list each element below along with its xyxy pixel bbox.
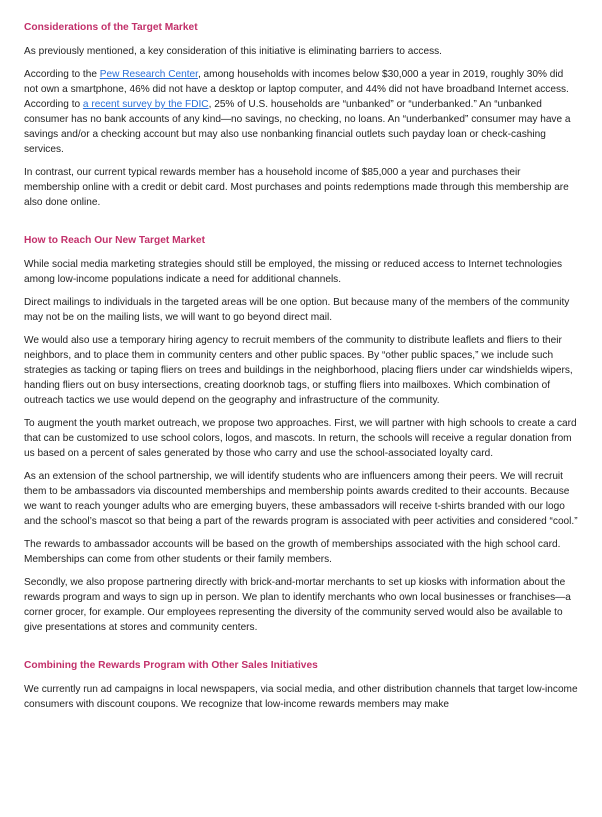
paragraph: The rewards to ambassador accounts will be based on the growth of memberships associated with the high school card. Memberships can come from other students or their family members.	[24, 539, 561, 565]
paragraph: Secondly, we also propose partnering directly with brick-and-mortar merchants to set up kiosks with information about the rewards program and ways to sign up in person. We plan to identify merchants who own local businesses or franchises—a corner grocer, for example. Our employees representing the diversity of the community served would also be available to give presentations at stores and community centers.	[24, 577, 571, 633]
paragraph: As an extension of the school partnership, we will identify students who are influencers among their peers. We will recruit them to be ambassadors via discounted memberships and membership points awards credited to their accounts. Because we want to reach younger adults who are emerging buyers, these ambassadors will receive t-shirts branded with our logo and the school’s mascot so that being a part of the rewards program is associated with peer activities and considered “cool.”	[24, 471, 578, 527]
paragraph: While social media marketing strategies should still be employed, the missing or reduced access to Internet technologies among low-income populations indicate a need for additional channels.	[24, 259, 563, 285]
paragraph: To augment the youth market outreach, we propose two approaches. First, we will partner with high schools to create a card that can be customized to use school colors, logos, and mascots. In return, the schools will receive a regular donation from us based on a percent of sales generated by those who carry and use the school-associated loyalty card.	[24, 418, 577, 459]
text-run: , 25% of U.S. households are “unbanked” or “underbanked.” An “unbanked consumer has no bank accounts of any kind—no savings, no checking, no loans. An “underbanked” consumer may have a savings and/or a checking account but may also use nonbanking financial outlets such payday loan or check-cashing services.	[24, 99, 571, 155]
paragraph: Direct mailings to individuals in the targeted areas will be one option. But because many of the members of the community may not be on the mailing lists, we will want to go beyond direct mail.	[24, 297, 570, 323]
paragraph: We currently run ad campaigns in local newspapers, via social media, and other distribution channels that target low-income consumers with discount coupons. We recognize that low-income rewards members may make	[24, 684, 578, 710]
paragraph: We would also use a temporary hiring agency to recruit members of the community to distribute leaflets and fliers to their neighbors, and to place them in community centers and other public spaces. By “other public spaces,” we include such strategies as tacking or taping fliers on trees and buildings in the neighborhood, placing fliers under car windshields wipers, handing fliers out on busy intersections, creating doorknob tags, or stuffing fliers into mailboxes. Which combination of outreach tactics we use would depend on the geography and infrastructure of the community.	[24, 335, 573, 406]
heading-reach: How to Reach Our New Target Market	[24, 235, 205, 246]
heading-combining: Combining the Rewards Program with Other Sales Initiatives	[24, 660, 318, 671]
text-run: According to the	[24, 69, 100, 80]
pew-research-link[interactable]: Pew Research Center	[99, 69, 198, 80]
heading-considerations: Considerations of the Target Market	[24, 22, 198, 33]
paragraph	[24, 67, 578, 157]
text-run: , among households with incomes below $30,000 a year in 2019, roughly 30% did not own a smartphone, 46% did not have a desktop or laptop computer, and 44% did not have broadband Internet access. According to	[24, 69, 569, 110]
section-spacer	[24, 218, 578, 234]
paragraph: As previously mentioned, a key consideration of this initiative is eliminating barriers to access.	[24, 46, 442, 57]
paragraph: In contrast, our current typical rewards member has a household income of $85,000 a year and purchases their membership online with a credit or debit card. Most purchases and points redemptions made through this membership are also done online.	[24, 167, 569, 208]
section-spacer	[24, 643, 578, 659]
fdic-survey-link[interactable]: a recent survey by the FDIC	[82, 99, 209, 110]
